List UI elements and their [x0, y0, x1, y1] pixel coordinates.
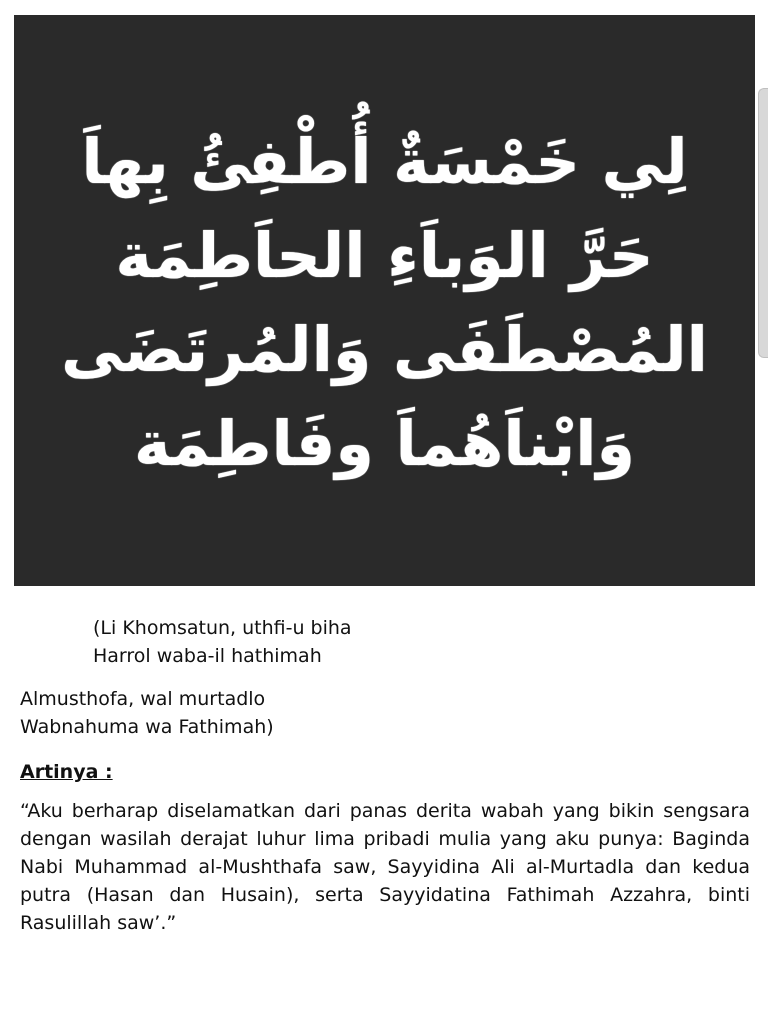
transliteration-line-3: Almusthofa, wal murtadlo: [20, 688, 266, 710]
transliteration-line-4: Wabnahuma wa Fathimah): [20, 716, 274, 738]
arabic-line-2: حَرَّ الوَباَءِ الحاَطِمَة: [115, 219, 654, 292]
arabic-line-4: وَابْناَهُماَ وفَاطِمَة: [133, 407, 636, 480]
side-scroll-handle[interactable]: [758, 88, 768, 358]
transliteration-indented: [93, 614, 352, 670]
meaning-heading: Artinya :: [20, 761, 113, 783]
arabic-line-3: المُصْطَفَى وَالمُرتَضَى: [61, 313, 708, 386]
arabic-poem-image: [14, 15, 755, 586]
arabic-poem-text: [54, 115, 715, 491]
transliteration-line-2: Harrol waba-il hathimah: [93, 645, 322, 667]
meaning-paragraph: “Aku berharap diselamatkan dari panas derita wabah yang bikin sengsara dengan wasilah derajat luhur lima pribadi mulia yang aku punya: Baginda Nabi Muhammad al-Mushthafa saw, Sayyidina Ali al-Murtadla dan kedua putra (Hasan dan Husain), serta Sayyidatina Fathimah Azzahra, binti Rasulillah saw’.”: [20, 800, 750, 934]
arabic-line-1: لِي خَمْسَةٌ أُطْفِئُ بِهاَ: [81, 125, 688, 198]
transliteration-block: [20, 685, 274, 741]
transliteration-line-1: (Li Khomsatun, uthfi-u biha: [93, 617, 352, 639]
